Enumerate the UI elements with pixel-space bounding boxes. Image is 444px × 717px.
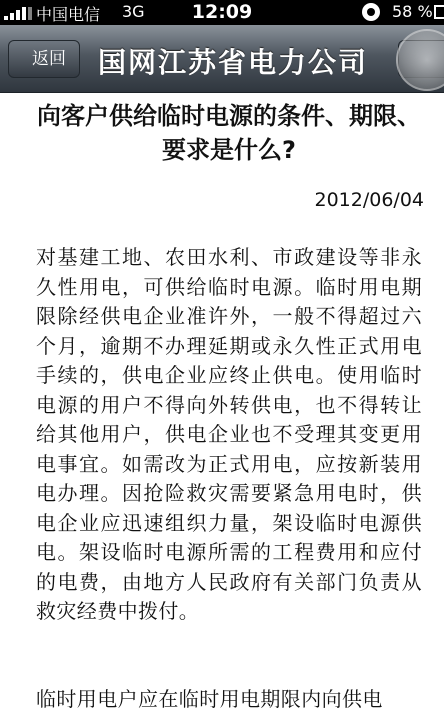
- status-time: 12:09: [191, 1, 253, 23]
- article-title: 向客户供给临时电源的条件、期限、要求是什么?: [37, 102, 421, 164]
- carrier-name: 中国电信: [36, 5, 101, 24]
- battery-percent: 58 %: [392, 2, 433, 21]
- back-button-label: 返回: [32, 49, 66, 69]
- article-paragraph: 对基建工地、农田水利、市政建设等非永久性用电，可供给临时电源。临时用电期限除经供电企业准许外，一般不得超过六个月，逾期不办理延期或永久性正式用电手续的，供电企业应终止供电。使用临时电源的用户不得向外转供电，也不得转让给其他用户，供电企业也不受理其变更用电事宜。如需改为正式用电，应按新装用电办理。因抢险救灾需要紧急用电时，供电企业应迅速组织力量，架设临时电源供电。架设临时电源所需的工程费用和应付的电费，由地方人民政府有关部门负责从救灾经费中拨付。: [36, 245, 422, 623]
- navigation-bar: [0, 25, 444, 93]
- page-title: 国网江苏省电力公司: [98, 46, 369, 79]
- rotation-lock-icon: [362, 3, 380, 21]
- article-paragraph: 临时用电户应在临时用电期限内向供电: [36, 687, 383, 711]
- status-bar: [0, 0, 444, 25]
- battery-icon: [434, 5, 444, 19]
- article-content[interactable]: [0, 93, 444, 717]
- article-date: 2012/06/04: [314, 189, 424, 211]
- assistive-touch-icon[interactable]: [396, 29, 444, 91]
- back-button[interactable]: [8, 40, 80, 78]
- network-type: 3G: [122, 2, 145, 21]
